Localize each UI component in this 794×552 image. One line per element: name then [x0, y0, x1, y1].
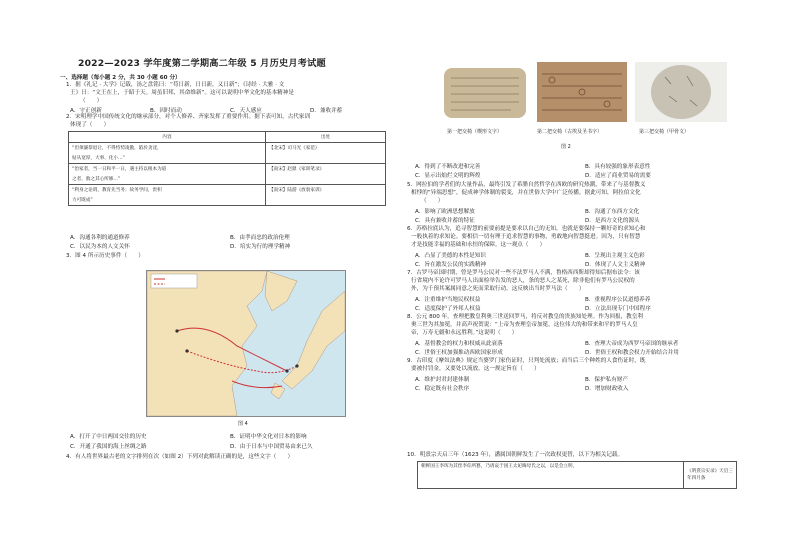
q4-option-c[interactable]: C．显示出灿烂文明的辉煌 [415, 173, 481, 179]
section-heading: 一、选择题（每小题 2 分，共 30 小题 60 分） [60, 75, 181, 81]
q10-table [417, 461, 737, 489]
q6-option-b[interactable]: B．呈现出主观主义色彩 [585, 253, 645, 259]
q2-table-cell [266, 153, 386, 164]
q1-option-d[interactable]: D．兼收并蓄 [310, 108, 343, 114]
fig2-caption-3: 第三把交椅（甲骨文） [639, 129, 690, 135]
q7-option-b[interactable]: B．重视程序公民道德养养 [585, 297, 651, 303]
q5-option-d[interactable]: D．是西方文化的源头 [585, 218, 640, 224]
q10-source: 《明熹宗实录》天启三年四月条 [684, 462, 737, 489]
q10-record: 朝鲜国王李珲为其侄李倧所篡，乃请哀于国王太妃晦母氏之以，以是会立明， [418, 462, 684, 489]
q6-line: 一般执着的求知论。要相信一切有理于追求智慧的事物，勇敢地向智慧挺进。因为，只有智慧 [411, 234, 641, 240]
q8-option-b[interactable]: B．查理大帝成为西罗马帝国的继承者 [585, 341, 679, 347]
route-map [146, 270, 346, 417]
q2-table-cell [266, 195, 386, 206]
q7-option-d[interactable]: D．立法出现专门中国程序 [585, 306, 651, 312]
q3-option-a[interactable]: A．打开了中日两国交往的历史 [70, 434, 147, 440]
q8-option-a[interactable]: A．基督教会的权力和权威从此衰落 [415, 341, 503, 347]
q2-table-cell: 【南宋】赵鼎《家训笔录》 [266, 164, 386, 175]
q5-option-c[interactable]: C．具有兼收并蓄的特征 [415, 218, 475, 224]
q8-line: 奥三世为其加冕，并高声祝贺说：“上帝为查理皇帝加冕，这位伟大的和带来和平的罗马人皇 [411, 322, 638, 328]
q2-option-b[interactable]: B．由孝而忠的政治伦理 [230, 235, 290, 241]
q9-option-d[interactable]: D．增加财政收入 [585, 386, 629, 392]
q2-table-cell: 【北宋】司马光《家范》 [266, 143, 386, 154]
q6-option-d[interactable]: D．体现了人文主义精神 [585, 262, 646, 268]
q3-option-c[interactable]: C．开通了我国的海上丝绸之路 [70, 444, 147, 450]
q5-line: （ ） [421, 198, 444, 204]
q4-line: 4．有人将世界最古老的文字排列在次（如图 2）下列对此解读正确的是，这些文字（ ） [66, 454, 294, 460]
exam-title: 2022—2023 学年度第二学期高二年级 5 月历史月考试题 [78, 58, 326, 69]
q1-option-a[interactable]: A．守正创新 [70, 108, 102, 114]
q8-option-c[interactable]: C．世俗王权加强推动西欧国家形成 [415, 350, 503, 356]
q8-line: 帝，万寿无疆和永远胜利。”这说明（ ） [411, 330, 518, 336]
q5-line: 5．网拉伯的学者们的大量作品，最终引发了希腊自然哲学在西欧的研究热潮，带来了与基督教义 [407, 182, 646, 188]
fig2-caption-1: 第一把交椅（楔形文字） [447, 129, 503, 135]
oracle-bone-image [635, 62, 727, 122]
right-column [405, 0, 740, 552]
q10-line: 10．明熹宗天启三年（1623 年），潘属国朝鲜发生了一次政权更替，以下为相关记载。 [407, 452, 624, 458]
q2-table [68, 131, 386, 206]
q2-table-cell: “治家者，当一日和平一日，遇主持以根本为道 [69, 164, 266, 175]
q6-line: 才是技能幸福的基础和永恒的保障。这一观点（ ） [411, 242, 546, 248]
q3-line: 3．图 4 所示历史事件（ ） [66, 253, 144, 259]
q9-option-a[interactable]: A．维护封君封建体制 [415, 377, 470, 383]
q9-line: 要被付罚金，又要处以流放。这一规定旨在（ ） [411, 366, 540, 372]
q9-line: 9．古印度《摩奴法典》规定当婆罗门家伤证时，只判处流放；而当后三个种姓的人食伤证时，既 [407, 358, 646, 364]
q7-line: 行省境内不论许可罗马人出面检举告发的恶人，条的恶人之某死，除非他们有罗马公民权的 [411, 278, 635, 284]
q2-table-cell: 姑从宽厚，大事、化小…” [69, 153, 266, 164]
q2-table-cell: 【南宋】陆游《放翁家训》 [266, 185, 386, 196]
q7-line: 外，为千预其案属同意之死而采取行动。这反映出当时罗马法（ ） [411, 286, 585, 292]
q4-option-d[interactable]: D．适应了商业贸易的需要 [585, 173, 651, 179]
q2-option-d[interactable]: D．培实为行的理学精神 [230, 244, 291, 250]
cuneiform-tablet-image [441, 62, 529, 122]
q2-line: 2．宋明理学中国传统文化的继承部分，对个人修养、齐家发挥了重要作用。据下表可知，古代家训 [66, 114, 311, 120]
q5-option-b[interactable]: B．沟通了东西方文化 [585, 209, 640, 215]
q2-table-cell: “利身之论谓，教育先当务；故务学问，贵积 [69, 185, 266, 196]
q4-option-b[interactable]: B．具有较强的象形表意性 [585, 164, 651, 170]
q2-option-a[interactable]: A．沟通各利的通道修养 [70, 235, 130, 241]
q9-option-c[interactable]: C．稳定既有社会秩序 [415, 386, 470, 392]
fig2-label: 图 2 [561, 144, 571, 150]
fig4-caption: 图 4 [238, 421, 248, 427]
q3-option-d[interactable]: D．由于日本与中国贸易由来已久 [230, 444, 313, 450]
q6-option-a[interactable]: A．凸显了美德的本性是知识 [415, 253, 486, 259]
q2-option-c[interactable]: C．以民为本的人文关怀 [70, 244, 130, 250]
hieroglyph-stone-image [537, 62, 627, 122]
q1-option-c[interactable]: C．天人感应 [230, 108, 262, 114]
q2-table-cell [266, 174, 386, 185]
fig2-caption-2: 第二把交椅（古埃及圣书字） [537, 129, 603, 135]
q2-table-cell: “但须谦恭退让，不得恃势凌傲，陷於贪淫， [69, 143, 266, 154]
q2-table-header: 出处 [266, 132, 386, 143]
q7-option-c[interactable]: C．适度保护了外邦人权益 [415, 306, 481, 312]
q4-option-a[interactable]: A．得到了不断改进和完善 [415, 164, 481, 170]
q5-option-a[interactable]: A．影响了欧洲思想解放 [415, 209, 475, 215]
q2-table-cell: 之者，救之其心所修…” [69, 174, 266, 185]
q8-line: 8．公元 800 年，查理把教皇利奥三世送回罗马，将反对教皇的贵族知处理。作为回报，教皇利 [407, 314, 643, 320]
route-map-graphic [147, 271, 345, 416]
q6-option-c[interactable]: C．旨在激发公民的实践精神 [415, 262, 487, 268]
q5-line: 相悖的“异端思想”，促成神学体制的裂变，并在世俗大学中广泛传播。据此可知，阿拉伯文化 [411, 190, 641, 196]
q2-table-cell: 力可既成” [69, 195, 266, 206]
q1-line: （ ） [80, 98, 103, 104]
q1-line: 1．据《礼记 · 大学》记载，汤之盘铭曰：“苟日新，日日新，又日新”；《诗经 · 大雅 · 文 [66, 82, 285, 88]
left-column [58, 0, 388, 552]
q8-option-d[interactable]: D．世俗王权和教会权力开始结合并用 [585, 350, 679, 356]
q2-table-header: 内容 [69, 132, 266, 143]
q6-line: 6．苏格拉底认为，追寻智慧的前要前提是要求以自己的无知，也就是要保持一颗好奇的求知心和 [407, 226, 646, 232]
q7-option-a[interactable]: A．注重维护当地民权权益 [415, 297, 481, 303]
q2-line: 体现了（ ） [70, 122, 110, 128]
q3-option-b[interactable]: B．证明中华文化对日本的影响 [230, 434, 307, 440]
q1-line: 王》曰：“文王在上，于昭于天。周虽旧邦，其命维新”。这可以说明中华文化的基本精神是 [70, 90, 294, 96]
q1-option-b[interactable]: B．因时而动 [150, 108, 182, 114]
q7-line: 7．古罗马帝国时期，曾是罗马公民对一些不法罗马人不满，鲁格西西斯却得知后据布法令：该 [407, 270, 640, 276]
q9-option-b[interactable]: B．保护私有财产 [585, 377, 628, 383]
